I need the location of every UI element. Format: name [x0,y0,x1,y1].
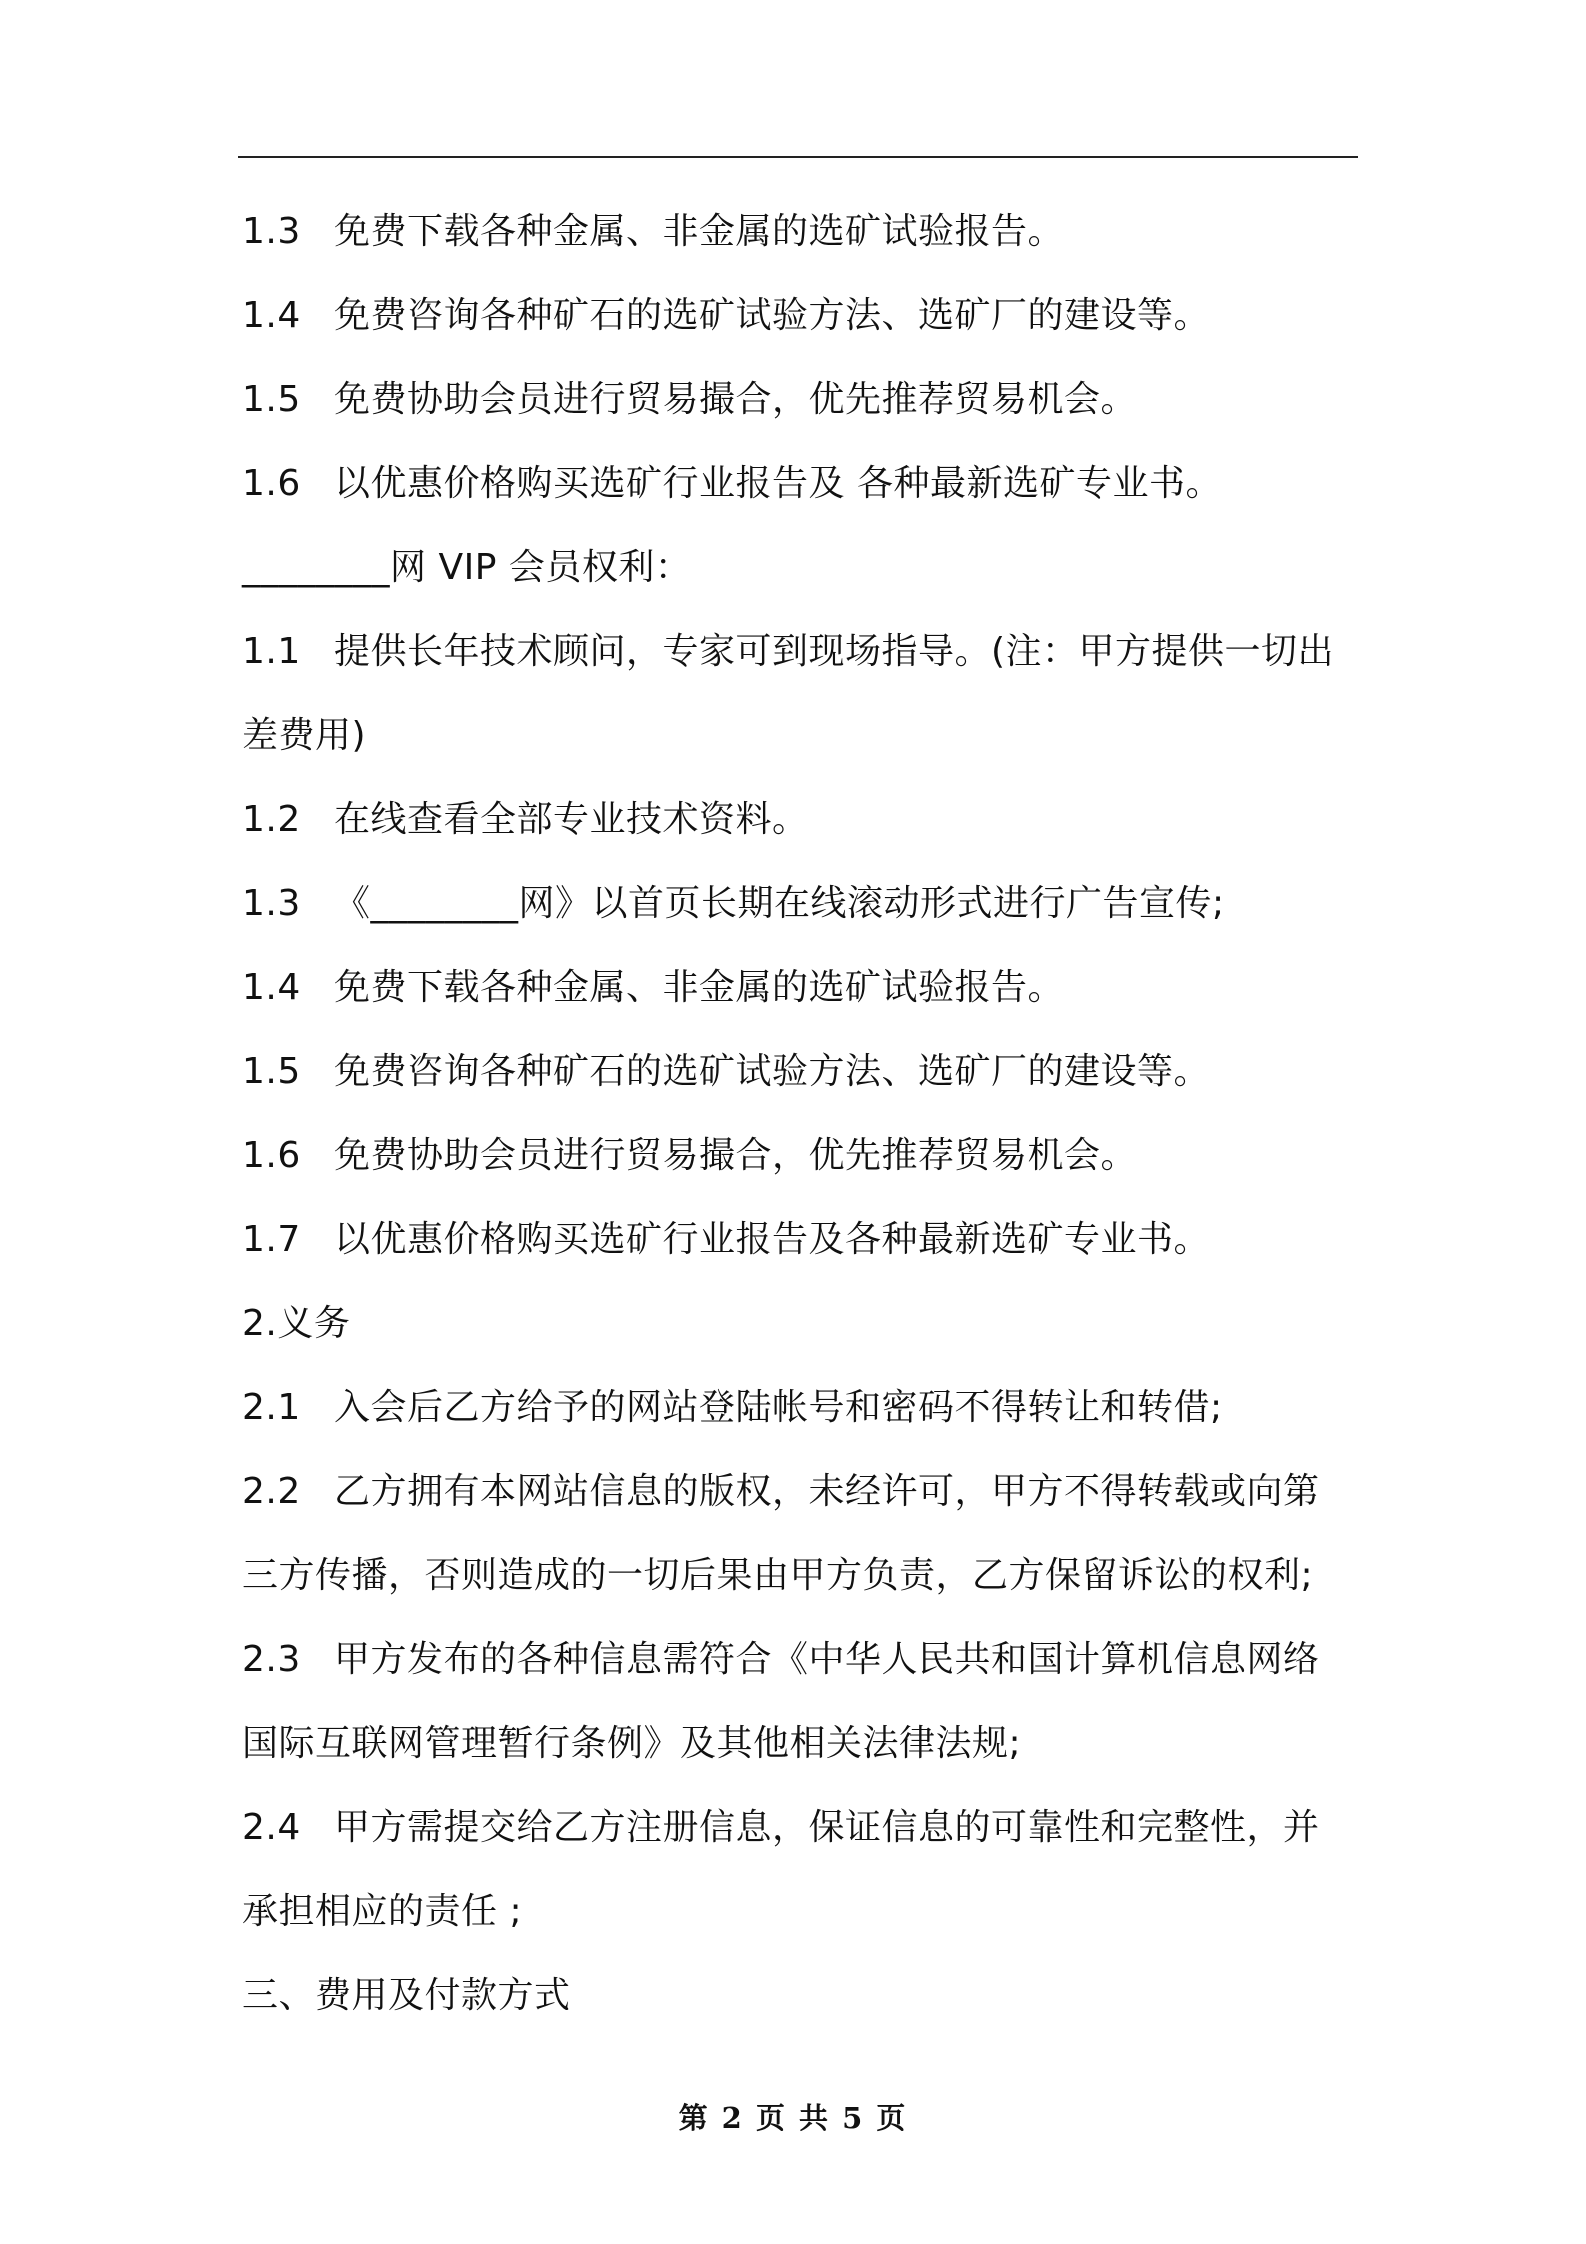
clause-number: 1.3 [242,883,301,924]
clause-number: 1.5 [242,379,301,420]
text-line-13 [242,1198,1360,1282]
text-line-8 [242,778,1360,862]
section-heading-fees [242,1954,1360,2038]
clause-number: 1.4 [242,295,301,336]
text-line-3 [242,358,1360,442]
clause-number: 1.6 [242,1135,301,1176]
clause-text: 入会后乙方给予的网站登陆帐号和密码不得转让和转借; [334,1387,1223,1428]
heading-text: 三、费用及付款方式 [242,1975,571,2016]
section-heading-obligations [242,1282,1360,1366]
clause-text-continued: 承担相应的责任 ; [242,1891,523,1932]
clause-text: 免费协助会员进行贸易撮合，优先推荐贸易机会。 [334,1135,1138,1176]
text-line-15 [242,1366,1360,1450]
clause-number: 1.6 [242,463,301,504]
clause-number: 1.1 [242,631,301,672]
text-line-20 [242,1786,1360,1870]
text-line-1 [242,190,1360,274]
text-line-6 [242,610,1360,694]
clause-number: 2.4 [242,1807,301,1848]
section-heading-vip-rights [242,526,1360,610]
text-line-12 [242,1114,1360,1198]
clause-text: 乙方拥有本网站信息的版权，未经许可，甲方不得转载或向第 [334,1471,1320,1512]
clause-number: 2.1 [242,1387,301,1428]
clause-text: 在线查看全部专业技术资料。 [334,799,809,840]
clause-text: 免费下载各种金属、非金属的选矿试验报告。 [334,211,1065,252]
text-line-16 [242,1450,1360,1534]
clause-text: 免费咨询各种矿石的选矿试验方法、选矿厂的建设等。 [334,1051,1211,1092]
page-number-footer: 第 2 页 共 5 页 [678,2101,908,2135]
document-body [242,190,1360,2038]
text-line-18 [242,1618,1360,1702]
clause-number: 1.4 [242,967,301,1008]
header-rule [238,156,1358,158]
clause-text: 《________网》以首页长期在线滚动形式进行广告宣传; [334,883,1225,924]
text-line-11 [242,1030,1360,1114]
text-line-10 [242,946,1360,1030]
clause-number: 1.7 [242,1219,301,1260]
clause-number: 2.2 [242,1471,301,1512]
text-line-7 [242,694,1360,778]
clause-number: 2.3 [242,1639,301,1680]
clause-text: 以优惠价格购买选矿行业报告及 各种最新选矿专业书。 [334,463,1222,504]
text-line-19 [242,1702,1360,1786]
text-line-4 [242,442,1360,526]
clause-text: 免费咨询各种矿石的选矿试验方法、选矿厂的建设等。 [334,295,1211,336]
clause-number: 1.3 [242,211,301,252]
heading-text: 2.义务 [242,1303,351,1344]
clause-number: 1.2 [242,799,301,840]
clause-text: 甲方需提交给乙方注册信息，保证信息的可靠性和完整性，并 [334,1807,1320,1848]
clause-text: 提供长年技术顾问，专家可到现场指导。(注：甲方提供一切出 [334,631,1335,672]
clause-text: 免费下载各种金属、非金属的选矿试验报告。 [334,967,1065,1008]
clause-text-continued: 国际互联网管理暂行条例》及其他相关法律法规; [242,1723,1022,1764]
text-line-9 [242,862,1360,946]
clause-text: 甲方发布的各种信息需符合《中华人民共和国计算机信息网络 [334,1639,1320,1680]
text-line-21 [242,1870,1360,1954]
heading-text: ________网 VIP 会员权利： [242,547,692,588]
clause-text-continued: 三方传播，否则造成的一切后果由甲方负责，乙方保留诉讼的权利; [242,1555,1314,1596]
clause-text-continued: 差费用) [242,715,367,756]
text-line-17 [242,1534,1360,1618]
clause-number: 1.5 [242,1051,301,1092]
clause-text: 以优惠价格购买选矿行业报告及各种最新选矿专业书。 [334,1219,1211,1260]
clause-text: 免费协助会员进行贸易撮合，优先推荐贸易机会。 [334,379,1138,420]
text-line-2 [242,274,1360,358]
